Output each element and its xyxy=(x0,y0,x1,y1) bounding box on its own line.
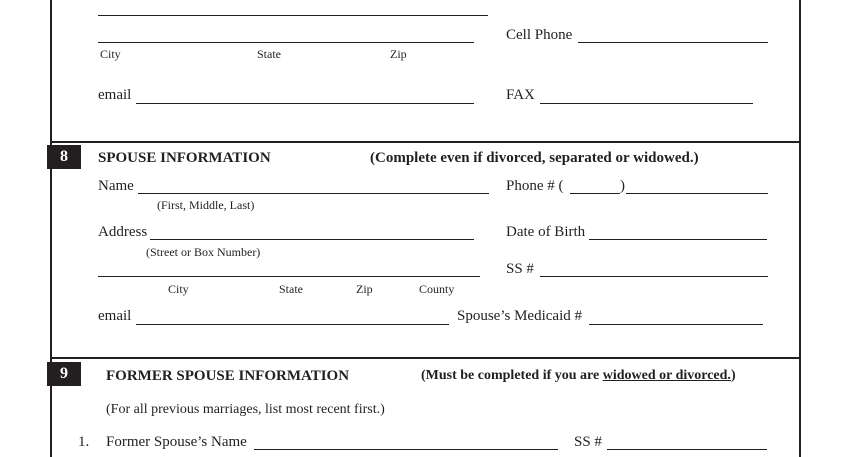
form-left-border xyxy=(50,0,52,457)
spouse-address-field[interactable] xyxy=(150,221,474,240)
spouse-information-heading: SPOUSE INFORMATION xyxy=(98,150,271,166)
cell-phone-label: Cell Phone xyxy=(506,27,573,43)
spouse-name-field[interactable] xyxy=(138,175,489,194)
zip-label: Zip xyxy=(390,47,407,61)
state-label: State xyxy=(257,47,281,61)
spouse-state-label: State xyxy=(279,282,303,296)
spouse-phone-label: Phone # ( xyxy=(506,178,564,194)
item-1-number: 1. xyxy=(78,434,90,450)
former-spouse-ss-label: SS # xyxy=(574,434,602,450)
email-label: email xyxy=(98,87,132,103)
city-state-zip-field[interactable] xyxy=(98,24,474,43)
fax-label: FAX xyxy=(506,87,535,103)
spouse-dob-label: Date of Birth xyxy=(506,224,586,240)
former-spouse-note-prefix: (Must be completed if you are xyxy=(421,368,603,383)
form-right-border xyxy=(799,0,801,457)
section-9-number: 9 xyxy=(47,362,81,386)
former-spouse-note-underlined: widowed or divorced. xyxy=(602,368,731,383)
spouse-phone-area-code-field[interactable] xyxy=(570,175,620,194)
city-label: City xyxy=(100,47,121,61)
spouse-city-state-zip-field[interactable] xyxy=(98,258,480,277)
former-spouse-name-label: Former Spouse’s Name xyxy=(106,434,247,450)
spouse-city-label: City xyxy=(168,282,189,296)
spouse-medicaid-label: Spouse’s Medicaid # xyxy=(457,308,582,324)
spouse-phone-close-paren: ) xyxy=(620,178,625,194)
address-line-2-field[interactable] xyxy=(98,0,488,16)
spouse-name-label: Name xyxy=(98,178,134,194)
spouse-dob-field[interactable] xyxy=(589,221,767,240)
spouse-zip-label: Zip xyxy=(356,282,373,296)
section-divider xyxy=(50,141,801,143)
spouse-phone-number-field[interactable] xyxy=(626,175,768,194)
spouse-email-field[interactable] xyxy=(136,306,449,325)
spouse-address-hint: (Street or Box Number) xyxy=(146,245,261,259)
section-8-number: 8 xyxy=(47,145,81,169)
section-divider-2 xyxy=(50,357,801,359)
former-spouse-ss-field[interactable] xyxy=(607,431,767,450)
spouse-information-note: (Complete even if divorced, separated or widowed.) xyxy=(370,150,699,166)
former-spouse-name-field[interactable] xyxy=(254,431,558,450)
former-spouse-note xyxy=(421,367,736,385)
former-spouse-heading: FORMER SPOUSE INFORMATION xyxy=(106,368,350,384)
spouse-medicaid-field[interactable] xyxy=(589,306,763,325)
spouse-ss-field[interactable] xyxy=(540,258,768,277)
spouse-ss-label: SS # xyxy=(506,261,534,277)
spouse-email-label: email xyxy=(98,308,132,324)
former-spouse-note-suffix: ) xyxy=(730,368,736,383)
spouse-county-label: County xyxy=(419,282,455,296)
spouse-name-hint: (First, Middle, Last) xyxy=(157,198,255,212)
former-spouse-instructions: (For all previous marriages, list most recent first.) xyxy=(106,402,385,417)
cell-phone-field[interactable] xyxy=(578,24,768,43)
fax-field[interactable] xyxy=(540,85,753,104)
spouse-address-label: Address xyxy=(98,224,148,240)
email-field[interactable] xyxy=(136,85,474,104)
